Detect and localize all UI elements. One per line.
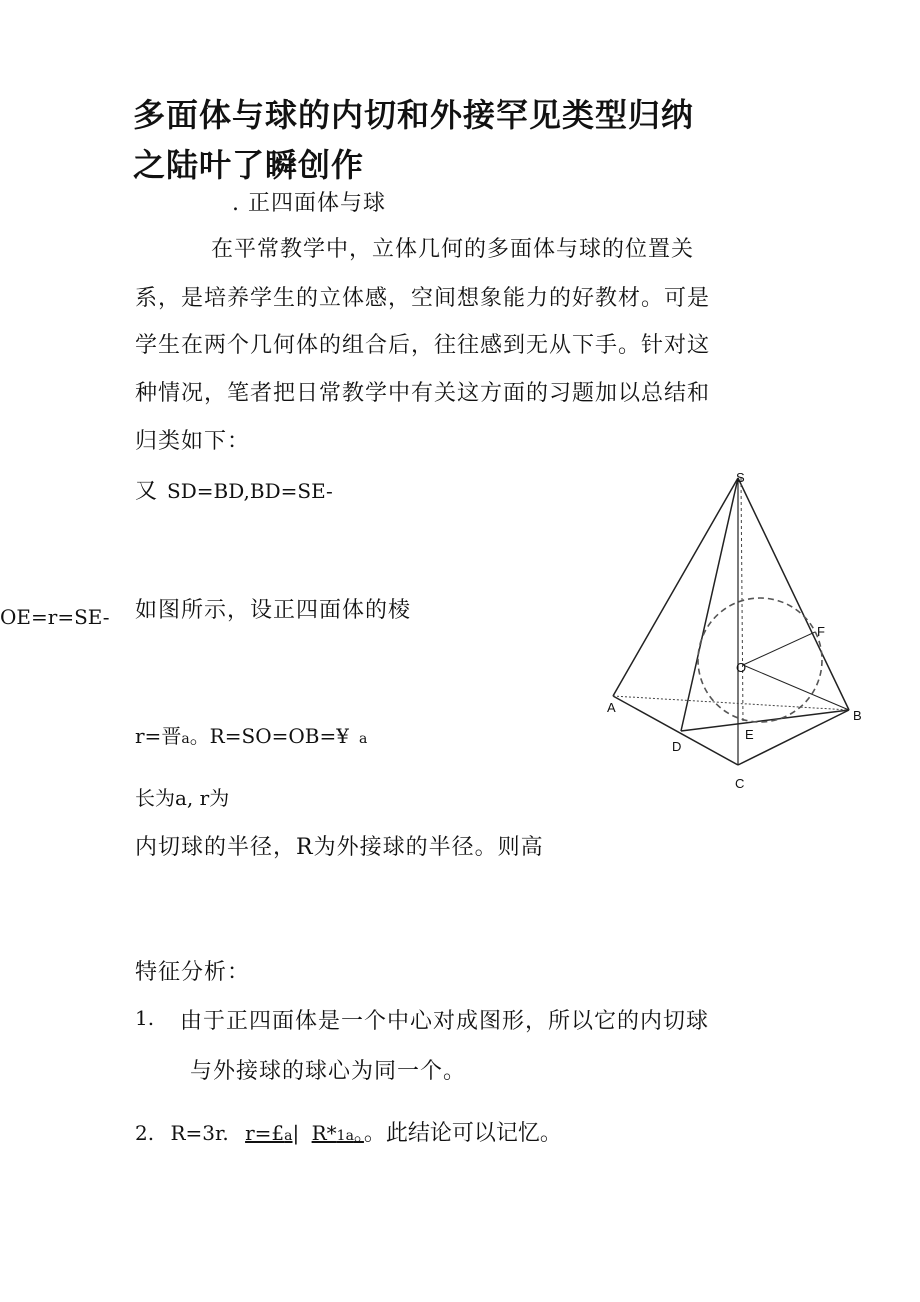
intro-line-5: 归类如下： [135, 429, 251, 454]
edge-SB [738, 478, 849, 710]
inscribed-sphere [698, 598, 822, 722]
label-A: A [607, 700, 616, 715]
edge-DB [681, 710, 849, 731]
hidden-edge-AB [613, 696, 849, 710]
item-2 [135, 1116, 562, 1147]
sd-bd-expression: SD=BD,BD=SE- [167, 479, 333, 503]
formula-sd-bd [135, 474, 333, 505]
r-expr-tail: a [358, 731, 368, 747]
also-label: 又 [135, 479, 158, 504]
item-2-bar: | [292, 1121, 300, 1145]
item-2-number: 2. [135, 1121, 155, 1145]
title-line-1: 多面体与球的内切和外接罕见类型归纳 [133, 96, 695, 134]
formula-oe: OE=r=SE- [0, 605, 110, 629]
label-B: B [853, 708, 862, 723]
r-expr-prefix: r=晋 [135, 724, 182, 748]
length-a-text: 长为a, r为 [135, 786, 230, 810]
tetrahedron-figure [595, 460, 875, 800]
label-O: O [736, 660, 747, 675]
edge-OB [743, 665, 849, 710]
formula-r-R [135, 720, 367, 749]
edge-SA [613, 478, 738, 696]
item-2-tail: 。此结论可以记忆。 [363, 1121, 562, 1146]
intro-line-4: 种情况，笔者把日常教学中有关这方面的习题加以总结和 [135, 381, 711, 406]
label-D: D [672, 739, 682, 754]
item-1-number: 1. [135, 1006, 155, 1030]
item-2-ratio: R=3r. [170, 1121, 229, 1145]
radius-line: 内切球的半径，R为外接球的半径。则高 [135, 835, 544, 860]
label-C: C [735, 776, 745, 791]
intro-line-1: 在平常教学中，立体几何的多面体与球的位置关 [211, 237, 695, 262]
item-2-inner-radius: r=£a [245, 1121, 293, 1145]
edge-SD [681, 478, 738, 731]
section-heading: . 正四面体与球 [232, 191, 386, 216]
intro-line-3: 学生在两个几何体的组合后，往往感到无从下手。针对这 [135, 333, 711, 358]
analysis-heading: 特征分析： [135, 960, 251, 985]
item-2-outer-radius: R*1a。 [311, 1121, 364, 1145]
edge-BC [738, 710, 849, 765]
label-F: F [817, 624, 825, 639]
label-S: S [736, 470, 745, 485]
segment-OF [743, 632, 815, 665]
title-line-2: 之陆叶了瞬创作 [133, 146, 365, 184]
item-1-line-1: 由于正四面体是一个中心对成图形，所以它的内切球 [180, 1009, 710, 1034]
item-1-line-2: 与外接球的球心为同一个。 [190, 1059, 467, 1084]
r-expr-sub: a [181, 731, 190, 747]
as-shown-text: 如图所示，设正四面体的棱 [135, 598, 412, 623]
intro-line-2: 系，是培养学生的立体感，空间想象能力的好教材。可是 [135, 286, 711, 311]
r-expr-suffix: 。R=SO=OB=¥ [189, 724, 349, 748]
label-E: E [745, 727, 754, 742]
